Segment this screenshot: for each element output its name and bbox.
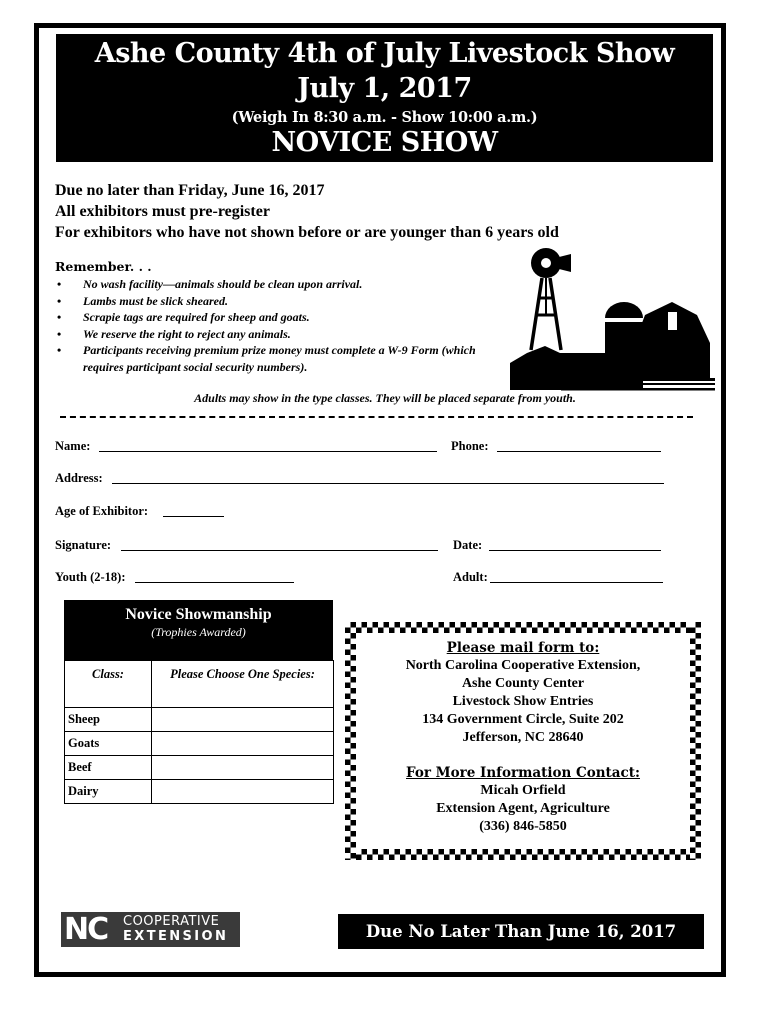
table-row bbox=[65, 780, 334, 804]
list-item: • Lambs must be slick sheared. bbox=[57, 293, 229, 308]
cut-line-divider bbox=[60, 416, 693, 418]
mail-info-box bbox=[356, 633, 690, 849]
name-label: Name: bbox=[55, 439, 91, 453]
event-date: July 1, 2017 bbox=[297, 73, 472, 104]
youth-field[interactable] bbox=[135, 582, 294, 583]
list-item: • We reserve the right to reject any animals. bbox=[57, 326, 291, 341]
logo-line1: COOPERATIVE bbox=[123, 914, 220, 929]
adult-field[interactable] bbox=[490, 582, 663, 583]
eligibility-line: For exhibitors who have not shown before or are younger than 6 years old bbox=[55, 224, 559, 241]
table-row bbox=[65, 756, 334, 780]
date-field[interactable] bbox=[489, 550, 661, 551]
mail-line: Ashe County Center bbox=[461, 676, 585, 691]
list-item: • No wash facility—animals should be clean upon arrival. bbox=[57, 277, 363, 291]
class-cell: Dairy bbox=[65, 780, 152, 804]
table-row bbox=[65, 708, 334, 732]
preregister-line: All exhibitors must pre-register bbox=[55, 203, 270, 220]
species-grid bbox=[64, 660, 334, 804]
mail-line: Jefferson, NC 28640 bbox=[462, 730, 584, 745]
species-choice-cell[interactable] bbox=[152, 732, 334, 756]
list-item: • Participants receiving premium prize money must complete a W-9 Form (which requires participant social security numbers). bbox=[57, 343, 476, 374]
table-header-row bbox=[65, 661, 334, 708]
address-label: Address: bbox=[55, 471, 103, 485]
class-cell: Beef bbox=[65, 756, 152, 780]
due-line: Due no later than Friday, June 16, 2017 bbox=[55, 182, 325, 199]
signature-label: Signature: bbox=[55, 538, 112, 552]
event-times: (Weigh In 8:30 a.m. - Show 10:00 a.m.) bbox=[231, 109, 538, 126]
nc-cooperative-extension-logo bbox=[61, 912, 240, 947]
bullet-icon: • bbox=[57, 277, 62, 291]
adults-note: Adults may show in the type classes. They will be placed separate from youth. bbox=[194, 391, 576, 405]
novice-table-subtitle: (Trophies Awarded) bbox=[151, 625, 246, 639]
species-column-header: Please Choose One Species: bbox=[152, 661, 334, 708]
title-banner bbox=[56, 34, 713, 162]
phone-label: Phone: bbox=[451, 439, 489, 453]
mail-line: 134 Government Circle, Suite 202 bbox=[422, 712, 624, 727]
date-label: Date: bbox=[453, 538, 483, 552]
bullet-icon: • bbox=[57, 343, 62, 357]
mail-heading: Please mail form to: bbox=[446, 640, 600, 656]
species-choice-cell[interactable] bbox=[152, 708, 334, 732]
contact-line: Extension Agent, Agriculture bbox=[436, 801, 610, 816]
class-column-header: Class: bbox=[65, 661, 152, 708]
show-type: NOVICE SHOW bbox=[271, 127, 498, 158]
novice-showmanship-table bbox=[64, 600, 333, 804]
novice-table-title: Novice Showmanship bbox=[125, 606, 272, 623]
name-field[interactable] bbox=[99, 451, 437, 452]
youth-label: Youth (2-18): bbox=[55, 570, 126, 584]
contact-line: (336) 846-5850 bbox=[479, 819, 567, 834]
logo-nc: NC bbox=[64, 912, 108, 947]
rules-list bbox=[55, 276, 503, 375]
address-field[interactable] bbox=[112, 483, 664, 484]
list-item: • Scrapie tags are required for sheep and goats. bbox=[57, 310, 310, 324]
signature-field[interactable] bbox=[121, 550, 438, 551]
adult-label: Adult: bbox=[453, 570, 488, 584]
farm-illustration-icon bbox=[505, 240, 715, 392]
intro-block bbox=[55, 180, 559, 243]
logo-line2: EXTENSION bbox=[123, 929, 229, 944]
class-cell: Sheep bbox=[65, 708, 152, 732]
age-field[interactable] bbox=[163, 516, 224, 517]
bullet-icon: • bbox=[57, 326, 62, 341]
phone-field[interactable] bbox=[497, 451, 661, 452]
contact-heading: For More Information Contact: bbox=[406, 765, 640, 781]
mail-line: Livestock Show Entries bbox=[452, 694, 594, 709]
novice-table-header bbox=[64, 600, 333, 660]
species-choice-cell[interactable] bbox=[152, 780, 334, 804]
age-label: Age of Exhibitor: bbox=[55, 504, 149, 518]
mail-line: North Carolina Cooperative Extension, bbox=[405, 658, 641, 673]
bullet-icon: • bbox=[57, 293, 62, 308]
table-row bbox=[65, 732, 334, 756]
species-choice-cell[interactable] bbox=[152, 756, 334, 780]
remember-heading: Remember. . . bbox=[55, 259, 152, 274]
event-title: Ashe County 4th of July Livestock Show bbox=[94, 38, 675, 69]
class-cell: Goats bbox=[65, 732, 152, 756]
bullet-icon: • bbox=[57, 310, 62, 324]
due-date-banner: Due No Later Than June 16, 2017 bbox=[338, 914, 704, 949]
contact-line: Micah Orfield bbox=[480, 783, 566, 798]
